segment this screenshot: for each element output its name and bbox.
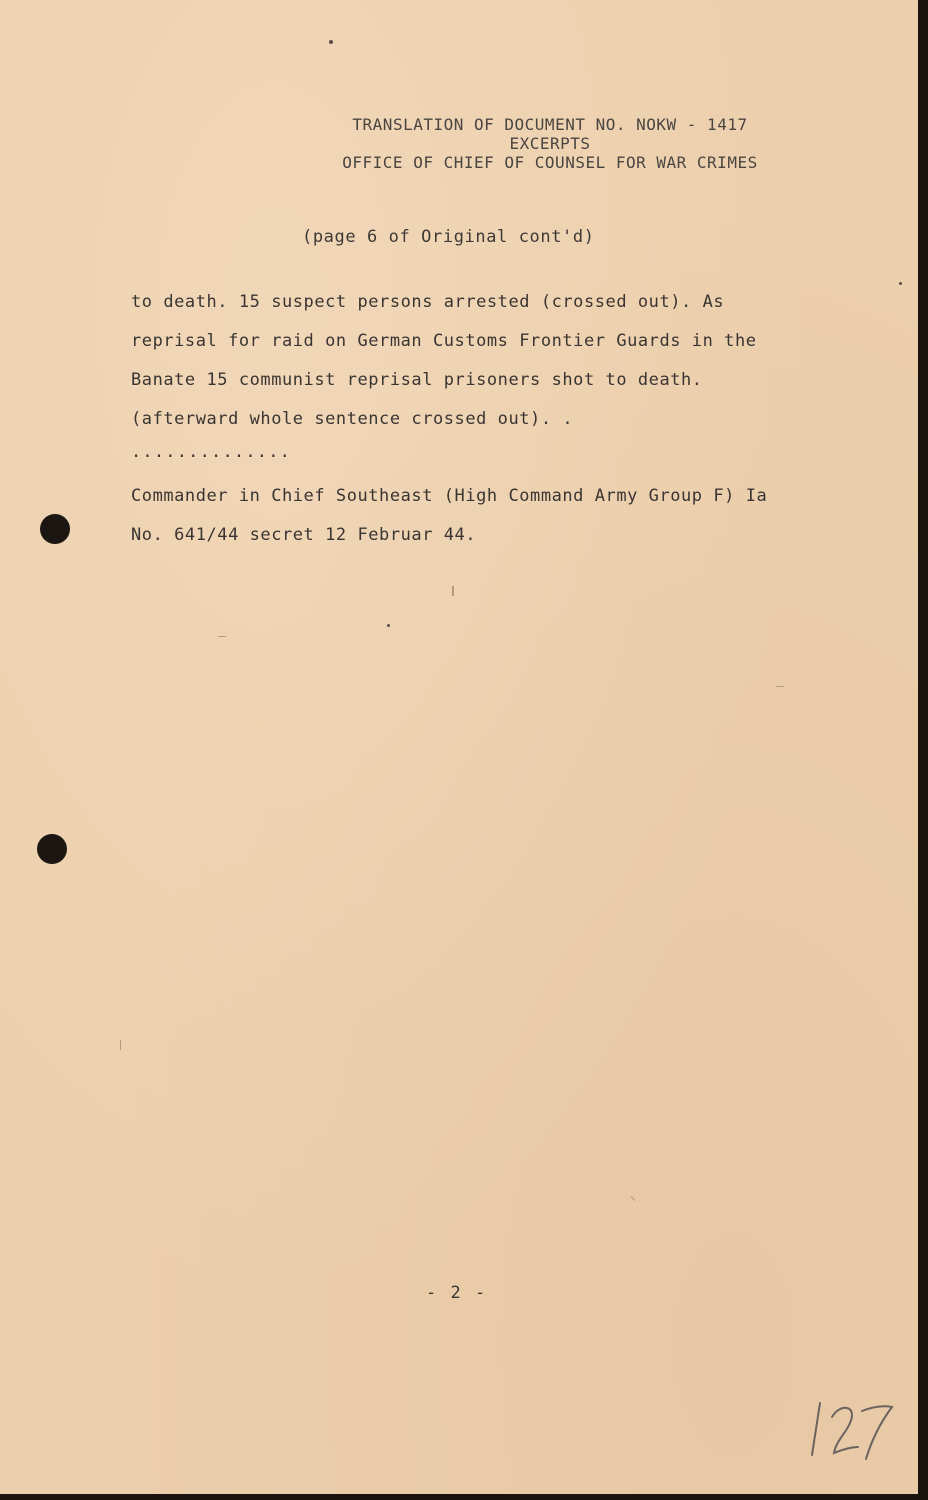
paper-mark xyxy=(452,586,454,596)
commander-reference xyxy=(131,477,851,555)
punch-hole xyxy=(40,514,70,544)
punch-hole xyxy=(37,834,67,864)
paper-mark xyxy=(631,1196,636,1201)
paper-speck xyxy=(387,624,390,627)
body-line: Banate 15 communist reprisal prisoners shot to death. xyxy=(131,370,703,390)
header-office: OFFICE OF CHIEF OF COUNSEL FOR WAR CRIMES xyxy=(342,153,758,172)
separator-dots: .............. xyxy=(131,442,292,462)
paper-speck xyxy=(899,282,902,285)
document-header xyxy=(290,115,810,172)
commander-line: No. 641/44 secret 12 Februar 44. xyxy=(131,525,477,545)
commander-line: Commander in Chief Southeast (High Command Army Group F) Ia xyxy=(131,486,768,506)
body-line: (afterward whole sentence crossed out). . xyxy=(131,409,574,429)
handwritten-page-number xyxy=(800,1395,910,1465)
header-title: TRANSLATION OF DOCUMENT NO. NOKW - 1417 xyxy=(352,115,748,134)
body-line: reprisal for raid on German Customs Frontier Guards in the xyxy=(131,331,757,351)
paper-speck xyxy=(329,40,333,44)
body-paragraph xyxy=(131,283,831,439)
paper-mark xyxy=(120,1040,121,1050)
paper-mark xyxy=(218,636,226,637)
header-subtitle: EXCERPTS xyxy=(509,134,591,153)
body-line: to death. 15 suspect persons arrested (crossed out). As xyxy=(131,292,725,312)
page-number: - 2 - xyxy=(426,1283,488,1303)
page-reference: (page 6 of Original cont'd) xyxy=(302,227,595,247)
paper-mark xyxy=(776,686,784,687)
